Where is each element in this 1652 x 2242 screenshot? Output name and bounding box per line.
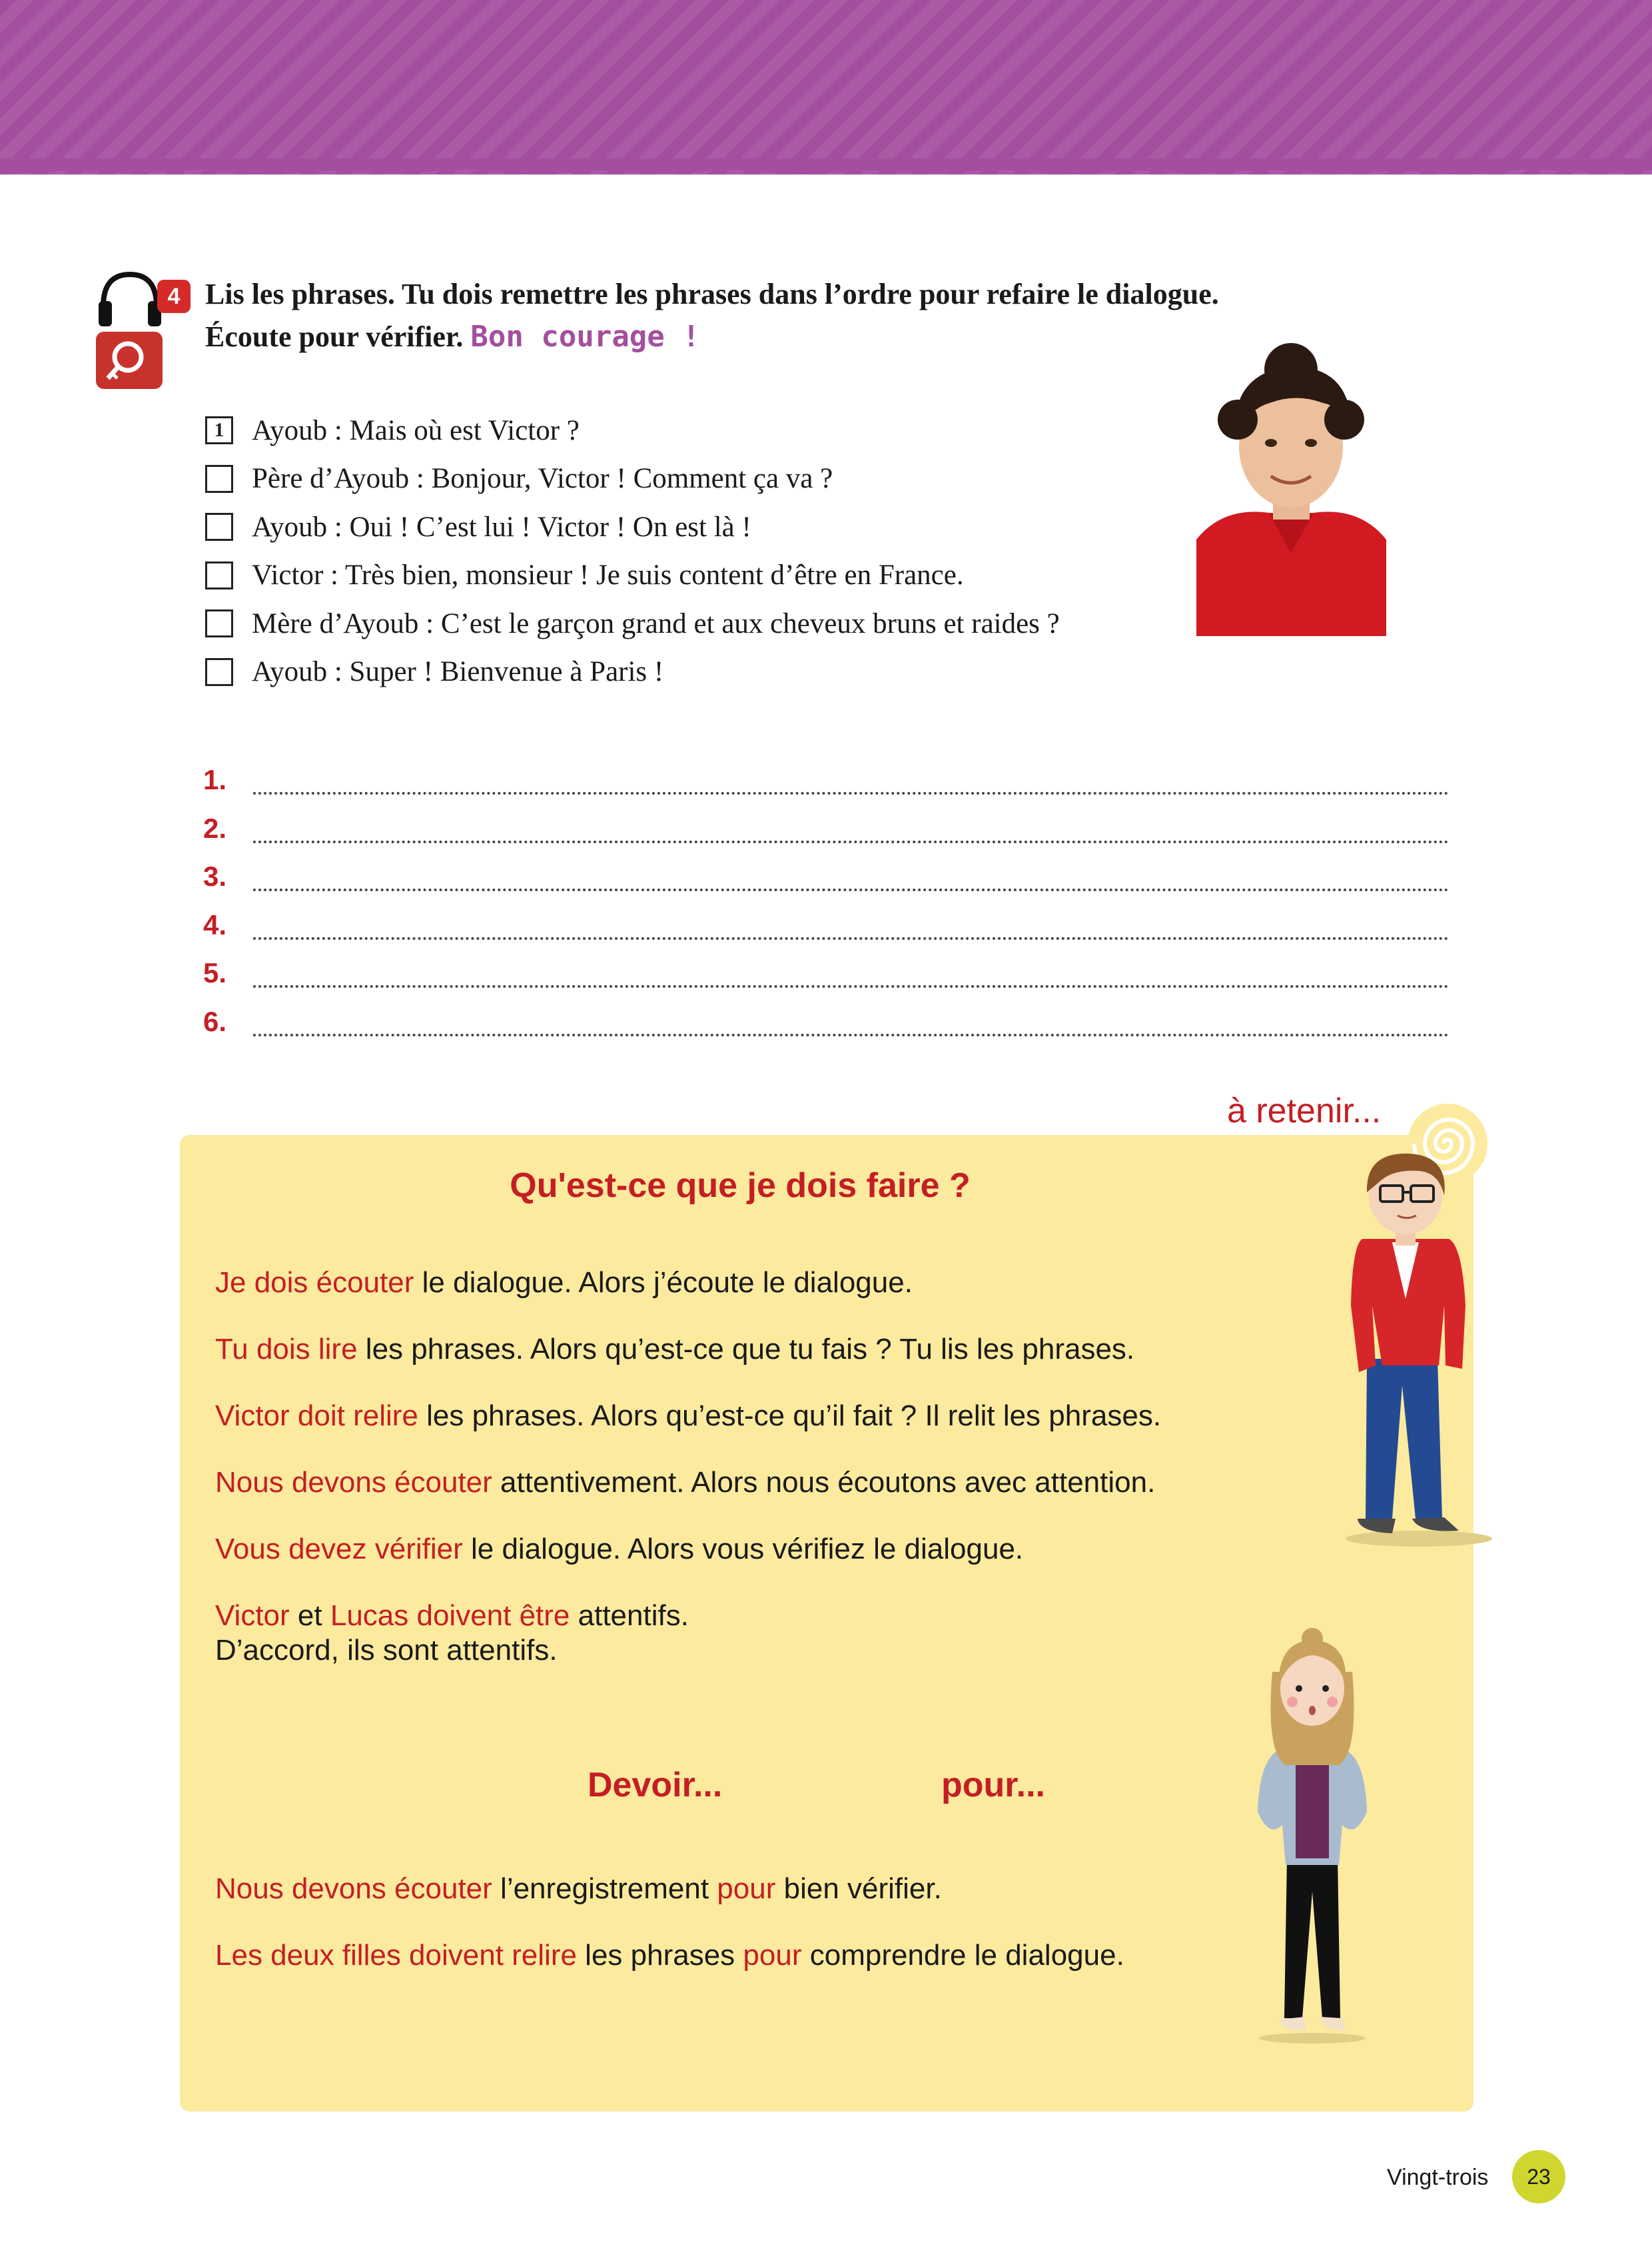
example-rest: attentivement. Alors nous écoutons avec attention. — [492, 1466, 1156, 1499]
answer-number: 4. — [203, 909, 227, 940]
instruction-line-1: Lis les phrases. Tu dois remettre les phrases dans l’ordre pour refaire le dialogue. — [205, 278, 1219, 310]
boy-illustration — [1326, 1146, 1499, 1552]
sentence-list — [205, 406, 1204, 696]
example-mid: les phrases — [576, 1939, 743, 1972]
example-rest: bien vérifier. — [775, 1872, 942, 1905]
pour-word: pour — [743, 1939, 802, 1972]
answer-write-line[interactable] — [253, 862, 1449, 891]
answer-lines — [203, 756, 1449, 1046]
answer-number: 6. — [203, 1005, 227, 1037]
pour-heading: pour... — [941, 1766, 1045, 1804]
order-checkbox[interactable] — [205, 465, 233, 493]
instruction-listen: Écoute pour vérifier. — [205, 320, 464, 353]
audio-and-key-icons — [93, 266, 167, 393]
answer-write-line[interactable] — [253, 911, 1449, 940]
encouragement: Bon courage ! — [470, 320, 700, 354]
verb-phrase: Je dois écouter — [215, 1266, 414, 1299]
answer-row — [203, 949, 1449, 998]
box-title: Qu'est-ce que je dois faire ? — [510, 1166, 971, 1205]
example-line — [215, 1332, 1334, 1367]
example-rest: les phrases. Alors qu’est-ce qu’il fait ? Il relit les phrases. — [418, 1399, 1162, 1432]
example-rest: comprendre le dialogue. — [801, 1939, 1124, 1972]
answer-write-line[interactable] — [253, 958, 1449, 988]
example-rest: le dialogue. Alors j’écoute le dialogue. — [414, 1266, 913, 1299]
example-line — [215, 1938, 1334, 1973]
example-line — [215, 1532, 1334, 1567]
answer-number: 5. — [203, 957, 227, 989]
order-checkbox[interactable] — [205, 609, 233, 637]
sentence-text: Ayoub : Mais où est Victor ? — [252, 414, 580, 446]
verb-phrase: Nous devons écouter — [215, 1872, 492, 1905]
answer-write-line[interactable] — [253, 1007, 1449, 1036]
list-item — [205, 552, 1204, 600]
verb-phrase: Nous devons écouter — [215, 1466, 492, 1499]
example-line — [215, 1465, 1334, 1500]
answer-number: 2. — [203, 812, 227, 844]
headphones-icon — [99, 274, 161, 326]
top-banner — [0, 0, 1652, 175]
conjunction: et — [289, 1599, 330, 1632]
answer-row — [203, 853, 1449, 901]
order-checkbox[interactable] — [205, 561, 233, 589]
example-line — [215, 1599, 1334, 1668]
answer-row — [203, 998, 1449, 1046]
exercise-number: 4 — [157, 280, 191, 313]
verb-phrase: Vous devez vérifier — [215, 1533, 463, 1565]
answer-row — [203, 756, 1449, 805]
grammar-examples — [215, 1266, 1334, 1668]
answer-row — [203, 805, 1449, 853]
retenir-label: à retenir... — [1227, 1092, 1382, 1130]
sentence-text: Ayoub : Super ! Bienvenue à Paris ! — [252, 656, 664, 688]
sentence-text: Mère d’Ayoub : C’est le garçon grand et aux cheveux bruns et raides ? — [252, 607, 1060, 639]
example-rest: attentifs. — [570, 1599, 689, 1632]
key-badge-icon — [96, 332, 163, 389]
example-mid: l’enregistrement — [492, 1872, 717, 1905]
example-line — [215, 1399, 1334, 1433]
example-rest: les phrases. Alors qu’est-ce que tu fais ? Tu lis les phrases. — [357, 1333, 1135, 1365]
boy-photo — [1196, 340, 1386, 636]
list-item — [205, 406, 1204, 455]
answer-number: 3. — [203, 861, 227, 893]
list-item — [205, 455, 1204, 504]
sentence-text: Victor : Très bien, monsieur ! Je suis content d’être en France. — [252, 560, 964, 591]
sentence-text: Ayoub : Oui ! C’est lui ! Victor ! On est là ! — [252, 511, 751, 543]
order-checkbox[interactable]: 1 — [205, 416, 233, 444]
verb-phrase: Les deux filles doivent relire — [215, 1939, 577, 1972]
example-second-line: D’accord, ils sont attentifs. — [215, 1634, 558, 1667]
example-line — [215, 1266, 1334, 1300]
list-item — [205, 648, 1204, 697]
answer-write-line[interactable] — [253, 765, 1449, 795]
banner-torn-edge — [0, 159, 1652, 179]
answer-write-line[interactable] — [253, 814, 1449, 843]
order-checkbox[interactable] — [205, 513, 233, 541]
order-checkbox[interactable] — [205, 658, 233, 686]
verb-phrase: Victor doit relire — [215, 1399, 418, 1432]
verb-phrase: Lucas doivent être — [330, 1599, 570, 1632]
devoir-heading: Devoir... — [588, 1766, 723, 1804]
answer-number: 1. — [203, 764, 227, 796]
example-line — [215, 1872, 1334, 1906]
verb-phrase: Tu dois lire — [215, 1333, 358, 1365]
answer-row — [203, 901, 1449, 950]
page-number-badge: 23 — [1512, 2150, 1565, 2203]
example-rest: le dialogue. Alors vous vérifiez le dialogue. — [462, 1533, 1024, 1565]
page-number-words: Vingt-trois — [1387, 2165, 1489, 2190]
list-item — [205, 503, 1204, 552]
pour-word: pour — [717, 1872, 776, 1905]
devoir-pour-examples — [215, 1872, 1334, 2005]
subject-1: Victor — [215, 1599, 290, 1632]
sentence-text: Père d’Ayoub : Bonjour, Victor ! Comment ça va ? — [252, 463, 833, 495]
girl-illustration — [1239, 1612, 1386, 2045]
list-item — [205, 599, 1204, 648]
